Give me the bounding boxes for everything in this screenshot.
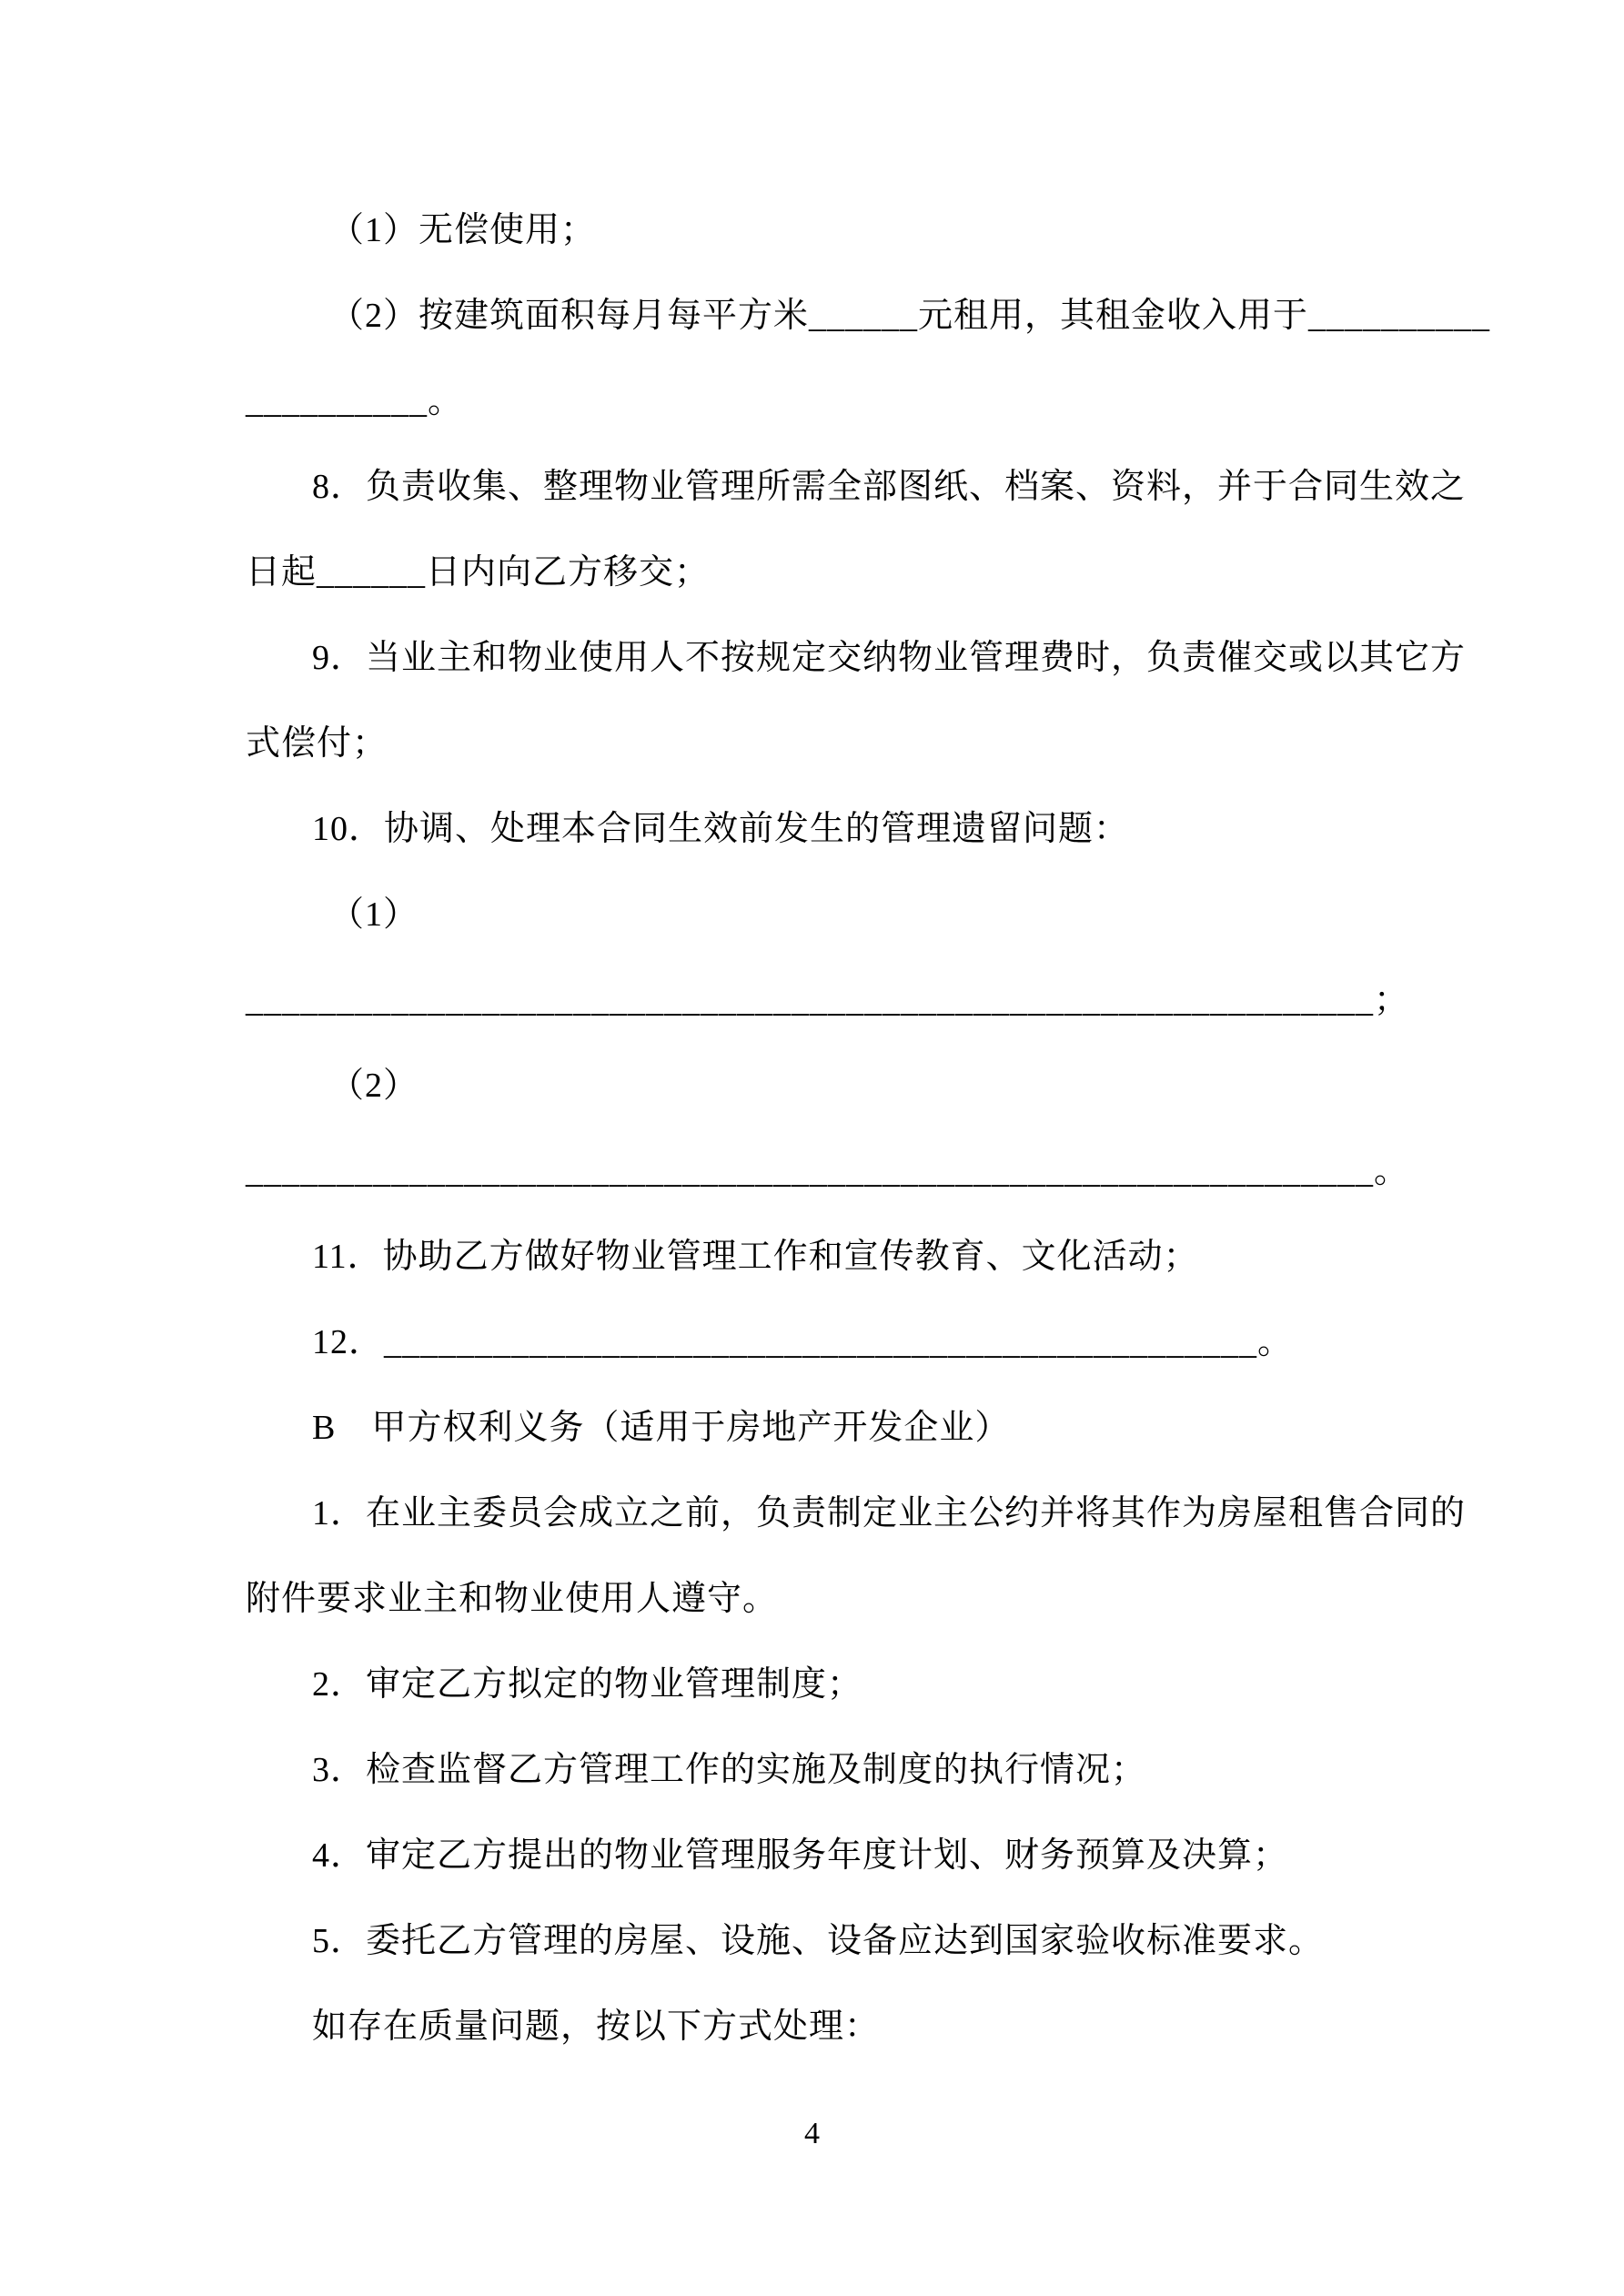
clause-8: 8．负责收集、整理物业管理所需全部图纸、档案、资料，并于合同生效之	[312, 468, 1467, 506]
contract-body	[246, 187, 1491, 2069]
clause-10-item-2-blank: ______________________________________________________________。	[246, 1152, 1410, 1190]
clause-9-cont: 式偿付；	[246, 724, 388, 763]
option-2-rent-cont: __________。	[246, 382, 464, 420]
clause-11: 11．协助乙方做好物业管理工作和宣传教育、文化活动；	[312, 1238, 1199, 1276]
clause-10: 10．协调、处理本合同生效前发生的管理遗留问题：	[312, 810, 1130, 848]
clause-9: 9．当业主和物业使用人不按规定交纳物业管理费时，负责催交或以其它方	[312, 639, 1467, 677]
section-b-heading: B 甲方权利义务（适用于房地产开发企业）	[312, 1409, 1011, 1447]
option-2-rent: （2）按建筑面积每月每平方米______元租用，其租金收入用于__________	[329, 297, 1491, 335]
clause-10-item-1-blank: ______________________________________________________________；	[246, 981, 1410, 1019]
clause-b1-cont: 附件要求业主和物业使用人遵守。	[246, 1580, 779, 1618]
clause-8-cont: 日起______日内向乙方移交；	[246, 553, 711, 592]
clause-b5: 5．委托乙方管理的房屋、设施、设备应达到国家验收标准要求。	[312, 1922, 1325, 1960]
quality-issue-note: 如存在质量问题，按以下方式处理：	[312, 2008, 881, 2046]
option-1-free-use: （1）无偿使用；	[329, 211, 597, 249]
clause-b1: 1．在业主委员会成立之前，负责制定业主公约并将其作为房屋租售合同的	[312, 1494, 1467, 1532]
clause-b3: 3．检查监督乙方管理工作的实施及制度的执行情况；	[312, 1751, 1147, 1789]
clause-b2: 2．审定乙方拟定的物业管理制度；	[312, 1665, 863, 1704]
page-number: 4	[804, 2117, 820, 2150]
clause-12-blank: 12．________________________________________________。	[312, 1323, 1294, 1361]
clause-b4: 4．审定乙方提出的物业管理服务年度计划、财务预算及决算；	[312, 1836, 1289, 1875]
clause-10-item-1: （1）	[329, 895, 419, 934]
clause-10-item-2: （2）	[329, 1067, 419, 1105]
